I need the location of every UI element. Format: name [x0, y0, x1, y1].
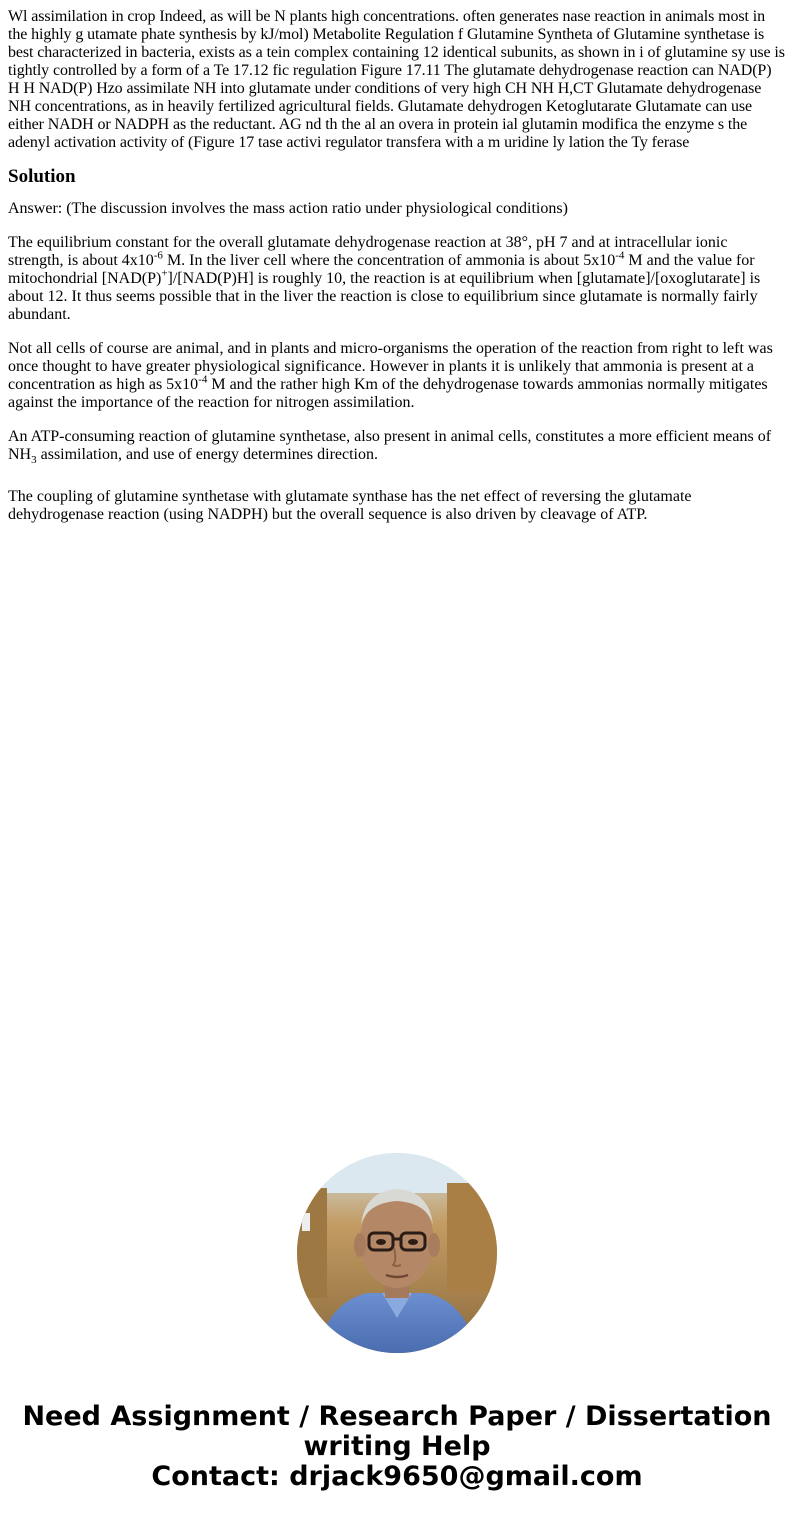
p3-text-b: assimilation, and use of energy determines direction. — [36, 446, 378, 463]
carved-panel — [447, 1183, 497, 1293]
paragraph-coupling: The coupling of glutamine synthetase with glutamate synthase has the net effect of reversing the glutamate dehydrogenase reaction (using NADPH) but the overall sequence is also driven by cleavage of ATP. — [8, 488, 692, 523]
solution-heading: Solution — [8, 166, 76, 187]
p1-sup-2: -4 — [615, 249, 625, 262]
paragraph-plants — [8, 340, 786, 412]
p1-text-c: M and the value for mitochondrial [NAD(P) — [8, 252, 755, 287]
paragraph-equilibrium — [8, 234, 786, 324]
answer-line: Answer: (The discussion involves the mass action ratio under physiological conditions) — [8, 200, 568, 217]
p3-sub-1: 3 — [31, 454, 37, 467]
author-portrait-illustration — [297, 1153, 497, 1353]
p1-sup-3: + — [161, 267, 168, 280]
switch-plate — [302, 1213, 310, 1231]
p2-text-a: Not all cells of course are animal, and in plants and micro-organisms the operation of the reaction from right to left was once thought to have greater physiological significance. However in plants it is unlikely that ammonia is present at a concentration as high as 5x10 — [8, 340, 773, 393]
door-frame — [297, 1188, 327, 1298]
paragraph-atp — [8, 428, 786, 467]
footer-line-1: Need Assignment / Research Paper / Dissertation — [22, 1401, 772, 1432]
right-eye — [408, 1239, 418, 1245]
p1-text-a: The equilibrium constant for the overall glutamate dehydrogenase reaction at 38°, pH 7 and at intracellular ionic strength, is about 4x10 — [8, 234, 728, 269]
p2-sup-1: -4 — [198, 373, 208, 386]
author-photo — [297, 1153, 497, 1353]
document-body — [8, 8, 786, 540]
p1-text-d: ]/[NAD(P)H] is roughly 10, the reaction is at equilibrium when [glutamate]/[oxoglutarate] is about 12. It thus seems possible that in the liver the reaction is close to equilibrium since glutamate is normally fairly abundant. — [8, 270, 761, 323]
footer-line-2: writing Help — [303, 1431, 491, 1462]
right-ear — [428, 1233, 440, 1257]
footer-advert — [0, 1402, 794, 1492]
question-text: Wl assimilation in crop Indeed, as will be N plants high concentrations. often generates nase reaction in animals most in the highly g utamate phate synthesis by kJ/mol) Metabolite Regulation f Glutamine Syntheta of Glutamine synthetase is best characterized in bacteria, exists as a tein complex containing 12 identical subunits, as shown in i of glutamine sy use is tightly controlled by a form of a Te 17.12 fic regulation Figure 17.11 The glutamate dehydrogenase reaction can NAD(P) H H NAD(P) Hzo assimilate NH into glutamate under conditions of very high CH NH H,CT Glutamate dehydrogenase NH concentrations, as in heavily fertilized agricultural fields. Glutamate dehydrogen Ketoglutarate Glutamate can use either NADH or NADPH as the reductant. AG nd th the al an overa in protein ial glutamin modifica the enzyme s the adenyl activation activity of (Figure 17 tase activi regulator transfera with a m uridine ly lation the Ty ferase — [8, 8, 785, 151]
footer-contact[interactable]: Contact: drjack9650@gmail.com — [151, 1461, 643, 1492]
p1-text-b: M. In the liver cell where the concentration of ammonia is about 5x10 — [162, 252, 616, 269]
p3-text-a: An ATP-consuming reaction of glutamine synthetase, also present in animal cells, constitutes a more efficient means of NH — [8, 428, 772, 463]
left-eye — [376, 1239, 386, 1245]
p1-sup-1: -6 — [153, 249, 163, 262]
p2-text-b: M and the rather high Km of the dehydrogenase towards ammonias normally mitigates against the importance of the reaction for nitrogen assimilation. — [8, 376, 768, 411]
left-ear — [354, 1233, 366, 1257]
